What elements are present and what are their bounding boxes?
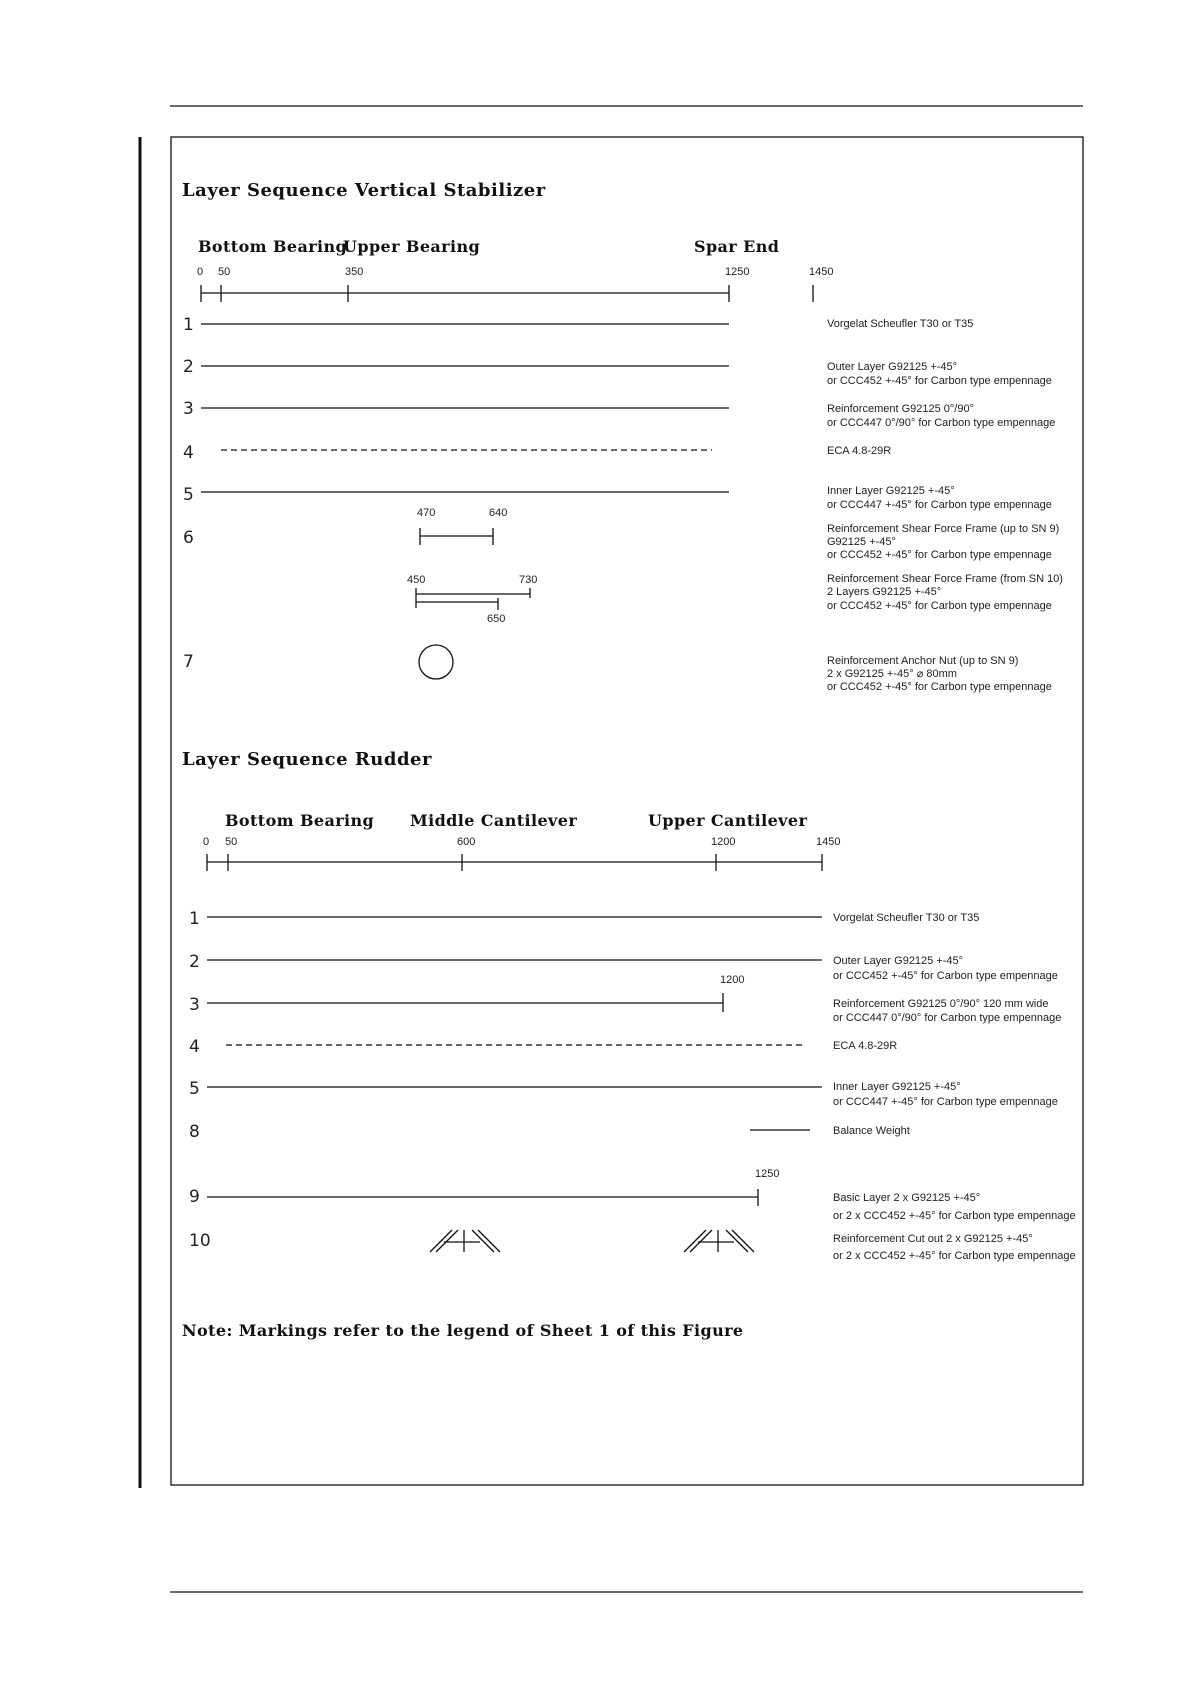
stabilizer-title: Layer Sequence Vertical Stabilizer: [182, 180, 546, 201]
rudder-legend-2b: or CCC452 +-45° for Carbon type empennage: [833, 970, 1058, 982]
rudder-header-upper-cantilever: Upper Cantilever: [648, 811, 808, 830]
rudder-title: Layer Sequence Rudder: [182, 749, 432, 770]
stab-header-bottom-bearing: Bottom Bearing: [198, 237, 348, 256]
stab-scale-0: 0: [197, 266, 204, 278]
stab-legend-6d: Reinforcement Shear Force Frame (from SN 10): [827, 573, 1063, 585]
stab-legend-3b: or CCC447 0°/90° for Carbon type empennage: [827, 417, 1056, 429]
rudder-legend-9a: Basic Layer 2 x G92125 +-45°: [833, 1192, 981, 1204]
stab-scale-50: 50: [218, 266, 231, 278]
rudder-layer-num: 4: [189, 1037, 200, 1057]
rudder-layer-num: 8: [189, 1122, 200, 1142]
rudder-legend-10a: Reinforcement Cut out 2 x G92125 +-45°: [833, 1233, 1033, 1245]
rudder-scale-1450: 1450: [816, 836, 841, 848]
rudder-layer-num: 9: [189, 1187, 200, 1207]
stab-legend-2b: or CCC452 +-45° for Carbon type empennage: [827, 375, 1052, 387]
stab-layer-num: 7: [183, 652, 194, 672]
stab-header-spar-end: Spar End: [694, 237, 780, 256]
rudder-layer-num: 3: [189, 995, 200, 1015]
stab-layer-6-patch: [420, 528, 493, 545]
rudder-cutout-symbol: [684, 1230, 754, 1252]
stab-legend-6a: Reinforcement Shear Force Frame (up to SN 9): [827, 523, 1060, 535]
rudder-legend-9b: or 2 x CCC452 +-45° for Carbon type empennage: [833, 1210, 1076, 1222]
rudder-legend-3a: Reinforcement G92125 0°/90° 120 mm wide: [833, 998, 1049, 1010]
stab-dim-470: 470: [417, 507, 436, 519]
stab-dim-730: 730: [519, 574, 538, 586]
rudder-legend-5b: or CCC447 +-45° for Carbon type empennage: [833, 1096, 1058, 1108]
stab-anchor-nut-circle: [419, 645, 453, 679]
rudder-scale-50: 50: [225, 836, 238, 848]
stab-scale-bar: [201, 285, 813, 302]
rudder-cutout-symbol: [430, 1230, 500, 1252]
stab-legend-5a: Inner Layer G92125 +-45°: [827, 485, 955, 497]
stab-layer-num: 2: [183, 357, 194, 377]
rudder-layer-num: 1: [189, 909, 200, 929]
rudder-scale-0: 0: [203, 836, 210, 848]
stab-legend-2a: Outer Layer G92125 +-45°: [827, 361, 958, 373]
stab-layer-num: 1: [183, 315, 194, 335]
stab-dim-450: 450: [407, 574, 426, 586]
stab-header-upper-bearing: Upper Bearing: [343, 237, 481, 256]
rudder-header-bottom-bearing: Bottom Bearing: [225, 811, 375, 830]
rudder-legend-2a: Outer Layer G92125 +-45°: [833, 955, 964, 967]
rudder-legend-10b: or 2 x CCC452 +-45° for Carbon type empennage: [833, 1250, 1076, 1262]
figure-note: Note: Markings refer to the legend of Sheet 1 of this Figure: [182, 1321, 744, 1340]
rudder-legend-1: Vorgelat Scheufler T30 or T35: [833, 912, 980, 924]
stab-scale-350: 350: [345, 266, 364, 278]
stab-legend-7c: or CCC452 +-45° for Carbon type empennage: [827, 681, 1052, 693]
rudder-layer-num: 5: [189, 1079, 200, 1099]
rudder-dim-1250: 1250: [755, 1168, 780, 1180]
rudder-legend-3b: or CCC447 0°/90° for Carbon type empennage: [833, 1012, 1062, 1024]
rudder-dim-1200: 1200: [720, 974, 745, 986]
stab-layer-6b-patch: [416, 588, 530, 610]
rudder-header-middle-cantilever: Middle Cantilever: [410, 811, 578, 830]
rudder-scale-600: 600: [457, 836, 476, 848]
stab-layer-num: 5: [183, 485, 194, 505]
stab-scale-1450: 1450: [809, 266, 834, 278]
stab-legend-4: ECA 4.8-29R: [827, 445, 892, 457]
stab-dim-640: 640: [489, 507, 508, 519]
rudder-layer-3-line: [207, 993, 723, 1012]
rudder-scale-bar: [207, 854, 822, 871]
stab-legend-5b: or CCC447 +-45° for Carbon type empennage: [827, 499, 1052, 511]
stab-legend-6c: or CCC452 +-45° for Carbon type empennage: [827, 549, 1052, 561]
stab-legend-6b: G92125 +-45°: [827, 536, 896, 548]
rudder-legend-8: Balance Weight: [833, 1125, 910, 1137]
rudder-scale-1200: 1200: [711, 836, 736, 848]
stab-legend-3a: Reinforcement G92125 0°/90°: [827, 403, 974, 415]
stab-legend-6e: 2 Layers G92125 +-45°: [827, 586, 942, 598]
rudder-layer-9-line: [207, 1189, 758, 1206]
stab-legend-1: Vorgelat Scheufler T30 or T35: [827, 318, 974, 330]
stab-scale-1250: 1250: [725, 266, 750, 278]
stab-layer-num: 3: [183, 399, 194, 419]
stab-legend-6f: or CCC452 +-45° for Carbon type empennage: [827, 600, 1052, 612]
stab-legend-7b: 2 x G92125 +-45° ⌀ 80mm: [827, 668, 957, 680]
stab-dim-650: 650: [487, 613, 506, 625]
rudder-layer-num: 2: [189, 952, 200, 972]
stab-layer-num: 4: [183, 443, 194, 463]
rudder-legend-5a: Inner Layer G92125 +-45°: [833, 1081, 961, 1093]
rudder-layer-num: 10: [189, 1231, 211, 1251]
stab-legend-7a: Reinforcement Anchor Nut (up to SN 9): [827, 655, 1019, 667]
rudder-legend-4: ECA 4.8-29R: [833, 1040, 898, 1052]
stab-layer-num: 6: [183, 528, 194, 548]
